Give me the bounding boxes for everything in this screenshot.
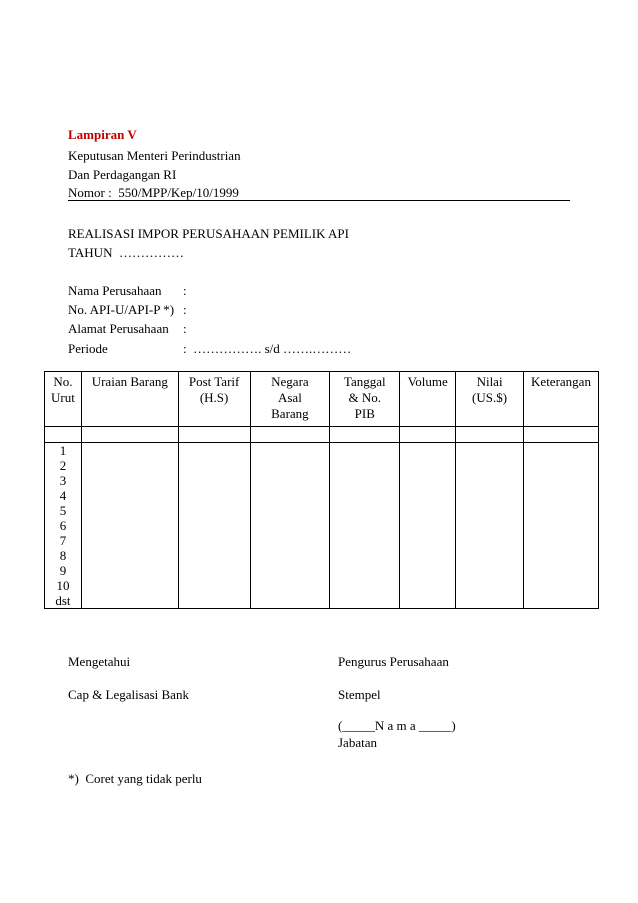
row-number: 10	[45, 578, 82, 593]
table-cell	[524, 548, 599, 563]
table-cell	[250, 533, 330, 548]
table-cell	[400, 443, 456, 459]
lampiran-label: Lampiran V	[68, 127, 137, 142]
table-cell	[330, 548, 400, 563]
table-cell	[330, 593, 400, 609]
table-row	[45, 458, 599, 473]
table-cell	[456, 473, 524, 488]
table-cell	[330, 473, 400, 488]
table-cell	[81, 533, 178, 548]
table-row	[45, 473, 599, 488]
table-cell	[81, 518, 178, 533]
table-cell	[524, 503, 599, 518]
row-number: 6	[45, 518, 82, 533]
table-cell	[400, 533, 456, 548]
name-line: (_____N a m a _____)	[338, 718, 456, 733]
table-cell	[178, 593, 250, 609]
field-value-periode: : ……………. s/d …….………	[183, 341, 352, 356]
table-cell	[456, 548, 524, 563]
col-header-post-tarif: Post Tarif (H.S)	[178, 372, 250, 427]
table-cell	[250, 443, 330, 459]
table-cell	[81, 593, 178, 609]
table-cell	[178, 563, 250, 578]
table-cell	[400, 563, 456, 578]
table-cell	[524, 563, 599, 578]
field-label-periode: Periode	[68, 341, 108, 356]
table-cell	[524, 473, 599, 488]
table-spacer-row	[45, 427, 599, 443]
col-header-tanggal: Tanggal & No. PIB	[330, 372, 400, 427]
table-cell	[400, 473, 456, 488]
table-cell	[330, 503, 400, 518]
table-row	[45, 488, 599, 503]
stamp-label: Stempel	[338, 687, 381, 702]
footnote: *) Coret yang tidak perlu	[68, 771, 202, 786]
table-cell	[81, 503, 178, 518]
table-cell	[250, 488, 330, 503]
table-cell	[456, 503, 524, 518]
table-cell	[250, 518, 330, 533]
field-label-api: No. API-U/API-P *)	[68, 302, 175, 317]
table-cell	[81, 443, 178, 459]
col-header-keterangan: Keterangan	[524, 372, 599, 427]
table-cell	[524, 488, 599, 503]
table-cell	[456, 578, 524, 593]
table-cell	[400, 503, 456, 518]
table-cell	[178, 488, 250, 503]
table-cell	[456, 443, 524, 459]
table-row	[45, 518, 599, 533]
table-cell	[250, 458, 330, 473]
header-divider	[68, 200, 570, 201]
import-table	[44, 371, 599, 609]
table-cell	[178, 533, 250, 548]
decree-line-2: Dan Perdagangan RI	[68, 167, 177, 182]
table-cell	[178, 548, 250, 563]
table-cell	[456, 488, 524, 503]
table-cell	[400, 548, 456, 563]
table-cell	[81, 488, 178, 503]
bank-legalization-label: Cap & Legalisasi Bank	[68, 687, 189, 702]
table-cell	[456, 458, 524, 473]
table-cell	[456, 593, 524, 609]
row-number: 2	[45, 458, 82, 473]
table-cell	[330, 458, 400, 473]
field-value-alamat: :	[183, 321, 187, 336]
table-cell	[330, 578, 400, 593]
table-cell	[250, 548, 330, 563]
table-cell	[81, 548, 178, 563]
table-cell	[178, 578, 250, 593]
table-cell	[524, 518, 599, 533]
table-row	[45, 503, 599, 518]
decree-number: Nomor : 550/MPP/Kep/10/1999	[68, 185, 239, 200]
col-header-negara: Negara Asal Barang	[250, 372, 330, 427]
col-header-volume: Volume	[400, 372, 456, 427]
row-number: 9	[45, 563, 82, 578]
table-cell	[400, 593, 456, 609]
table-cell	[81, 578, 178, 593]
report-title: REALISASI IMPOR PERUSAHAAN PEMILIK API	[68, 226, 349, 241]
table-cell	[250, 563, 330, 578]
row-number: 3	[45, 473, 82, 488]
table-cell	[330, 563, 400, 578]
table-cell	[456, 533, 524, 548]
table-row	[45, 593, 599, 609]
table-cell	[524, 578, 599, 593]
report-year: TAHUN ……………	[68, 245, 184, 260]
position-label: Jabatan	[338, 735, 377, 750]
row-number: 5	[45, 503, 82, 518]
table-cell	[81, 563, 178, 578]
table-cell	[456, 518, 524, 533]
row-number: 1	[45, 443, 82, 459]
company-officer-label: Pengurus Perusahaan	[338, 654, 449, 669]
table-cell	[178, 473, 250, 488]
table-row	[45, 578, 599, 593]
col-header-no: No. Urut	[45, 372, 82, 427]
table-cell	[81, 473, 178, 488]
table-cell	[81, 458, 178, 473]
row-number: 4	[45, 488, 82, 503]
table-row	[45, 548, 599, 563]
table-cell	[524, 593, 599, 609]
table-cell	[524, 443, 599, 459]
field-label-alamat: Alamat Perusahaan	[68, 321, 169, 336]
table-cell	[456, 563, 524, 578]
table-cell	[250, 593, 330, 609]
table-row	[45, 563, 599, 578]
field-label-nama: Nama Perusahaan	[68, 283, 162, 298]
table-header-row	[45, 372, 599, 427]
table-cell	[330, 488, 400, 503]
table-cell	[524, 533, 599, 548]
table-cell	[330, 533, 400, 548]
table-cell	[178, 518, 250, 533]
table-cell	[178, 443, 250, 459]
table-cell	[400, 488, 456, 503]
table-cell	[330, 518, 400, 533]
table-row	[45, 443, 599, 459]
table-cell	[178, 458, 250, 473]
field-value-nama: :	[183, 283, 187, 298]
table-cell	[400, 518, 456, 533]
row-number: dst	[45, 593, 82, 609]
table-row	[45, 533, 599, 548]
col-header-uraian: Uraian Barang	[81, 372, 178, 427]
table-cell	[400, 578, 456, 593]
table-cell	[524, 458, 599, 473]
table-cell	[178, 503, 250, 518]
field-value-api: :	[183, 302, 187, 317]
mengetahui-label: Mengetahui	[68, 654, 131, 669]
table-cell	[250, 503, 330, 518]
table-cell	[400, 458, 456, 473]
decree-line-1: Keputusan Menteri Perindustrian	[68, 148, 241, 163]
row-number: 8	[45, 548, 82, 563]
table-cell	[250, 578, 330, 593]
table-cell	[250, 473, 330, 488]
col-header-nilai: Nilai (US.$)	[456, 372, 524, 427]
row-number: 7	[45, 533, 82, 548]
table-cell	[330, 443, 400, 459]
